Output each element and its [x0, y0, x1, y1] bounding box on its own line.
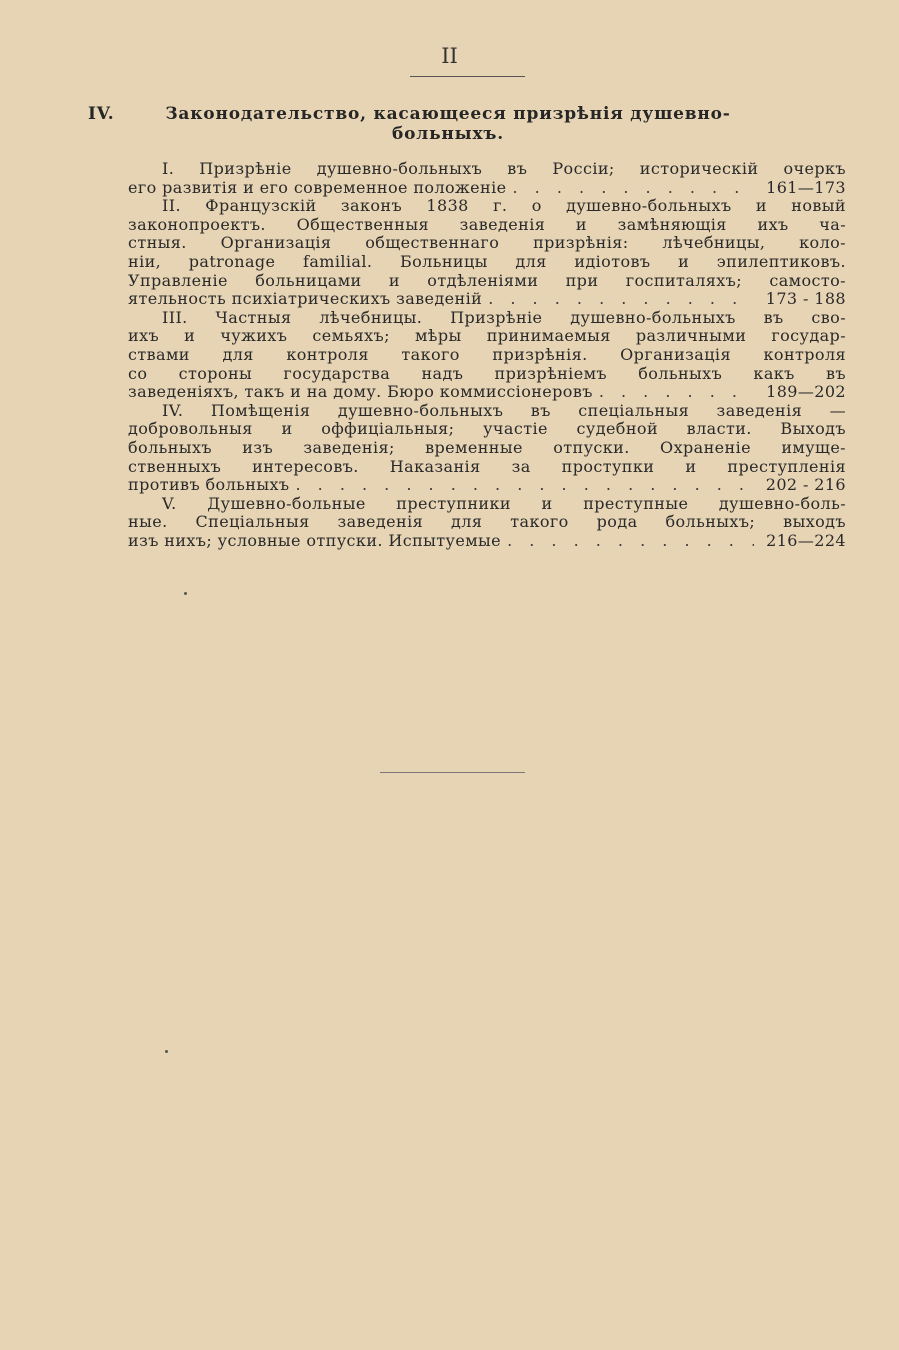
toc-line: [128, 513, 846, 532]
toc-line: [128, 179, 846, 198]
print-speck: [184, 592, 187, 595]
toc-line-text: противъ больныхъ: [128, 476, 290, 495]
toc-line-text: со стороны государства надъ призрѣніемъ больныхъ какъ въ: [128, 364, 846, 383]
page-folio: II: [441, 44, 458, 68]
toc-page-range: 202 - 216: [765, 476, 846, 495]
section-number: IV.: [88, 104, 115, 124]
toc-line: [128, 253, 846, 272]
toc-line: [128, 495, 846, 514]
toc-entry: [128, 402, 846, 495]
toc-page-range: 216—224: [766, 531, 846, 550]
toc-line-text: законопроектъ. Общественныя заведенія и замѣняющія ихъ ча-: [128, 215, 846, 234]
toc-line: [128, 532, 846, 551]
toc-line: [128, 272, 846, 291]
toc-line-text: V. Душевно-больные преступники и преступные душевно-боль-: [162, 494, 846, 513]
toc-entry: [128, 160, 846, 197]
toc-line-text: его развитія и его современное положеніе: [128, 178, 507, 197]
toc-line: [128, 197, 846, 216]
toc-line-text: IV. Помѣщенія душевно-больныхъ въ спеціальныя заведенія —: [162, 401, 846, 420]
toc-page-range: 161—173: [766, 178, 846, 197]
dot-leader: [513, 179, 755, 198]
toc-line-text: ные. Спеціальныя заведенія для такого рода больныхъ; выходъ: [128, 513, 846, 532]
toc-entry: [128, 495, 846, 551]
toc-line: [128, 420, 846, 439]
toc-line: [128, 365, 846, 384]
toc-line: [128, 476, 846, 495]
section-heading: [88, 104, 768, 144]
closing-rule: [380, 772, 525, 773]
toc-line: [128, 216, 846, 235]
toc-line: [128, 458, 846, 477]
toc-line: [128, 234, 846, 253]
toc-line-text: изъ нихъ; условные отпуски. Испытуемые: [128, 531, 502, 550]
toc-line: [128, 346, 846, 365]
dot-leader: [599, 383, 754, 402]
toc-line-text: II. Французскій законъ 1838 г. о душевно-больныхъ и новый: [162, 197, 846, 216]
dot-leader: [488, 290, 754, 309]
toc-line-text: Управленіе больницами и отдѣленіями при госпиталяхъ; самосто-: [128, 271, 846, 290]
toc-line: [128, 327, 846, 346]
toc-line-text: стныя. Организація общественнаго призрѣнія: лѣчебницы, коло-: [128, 234, 846, 253]
toc-line: [128, 383, 846, 402]
toc-line-text: заведеніяхъ, такъ и на дому. Бюро коммиссіонеровъ: [128, 383, 593, 402]
toc-line-text: ніи, patronage familial. Больницы для идіотовъ и эпилептиковъ.: [128, 252, 846, 271]
toc-line-text: ихъ и чужихъ семьяхъ; мѣры принимаемыя различными государ-: [128, 327, 846, 346]
folio-rule: [410, 76, 525, 77]
toc-line: [128, 309, 846, 328]
toc-entry: [128, 309, 846, 402]
toc-line: [128, 402, 846, 421]
dot-leader: [507, 532, 754, 551]
toc-line-text: ятельность психіатрическихъ заведеній: [128, 290, 483, 309]
toc-page-range: 189—202: [766, 383, 846, 402]
toc-line-text: больныхъ изъ заведенія; временные отпуски. Охраненіе имуще-: [128, 438, 846, 457]
toc-line-text: I. Призрѣніе душевно-больныхъ въ Россіи; историческій очеркъ: [162, 160, 846, 178]
toc-line: [128, 439, 846, 458]
toc-entry: [128, 197, 846, 309]
toc-line-text: ственныхъ интересовъ. Наказанія за проступки и преступленія: [128, 457, 846, 476]
toc-line-text: III. Частныя лѣчебницы. Призрѣніе душевно-больныхъ въ сво-: [162, 308, 846, 327]
print-speck: [165, 1050, 168, 1053]
toc-line: [128, 290, 846, 309]
toc-line-text: добровольныя и оффиціальныя; участіе судебной власти. Выходъ: [128, 420, 846, 439]
table-of-contents: [128, 160, 846, 550]
section-title: Законодательство, касающееся призрѣнія душевно-больныхъ.: [165, 104, 731, 144]
toc-page-range: 173 - 188: [765, 290, 846, 309]
toc-line: [128, 160, 846, 179]
toc-line-text: ствами для контроля такого призрѣнія. Организація контроля: [128, 345, 846, 364]
dot-leader: [295, 476, 754, 495]
